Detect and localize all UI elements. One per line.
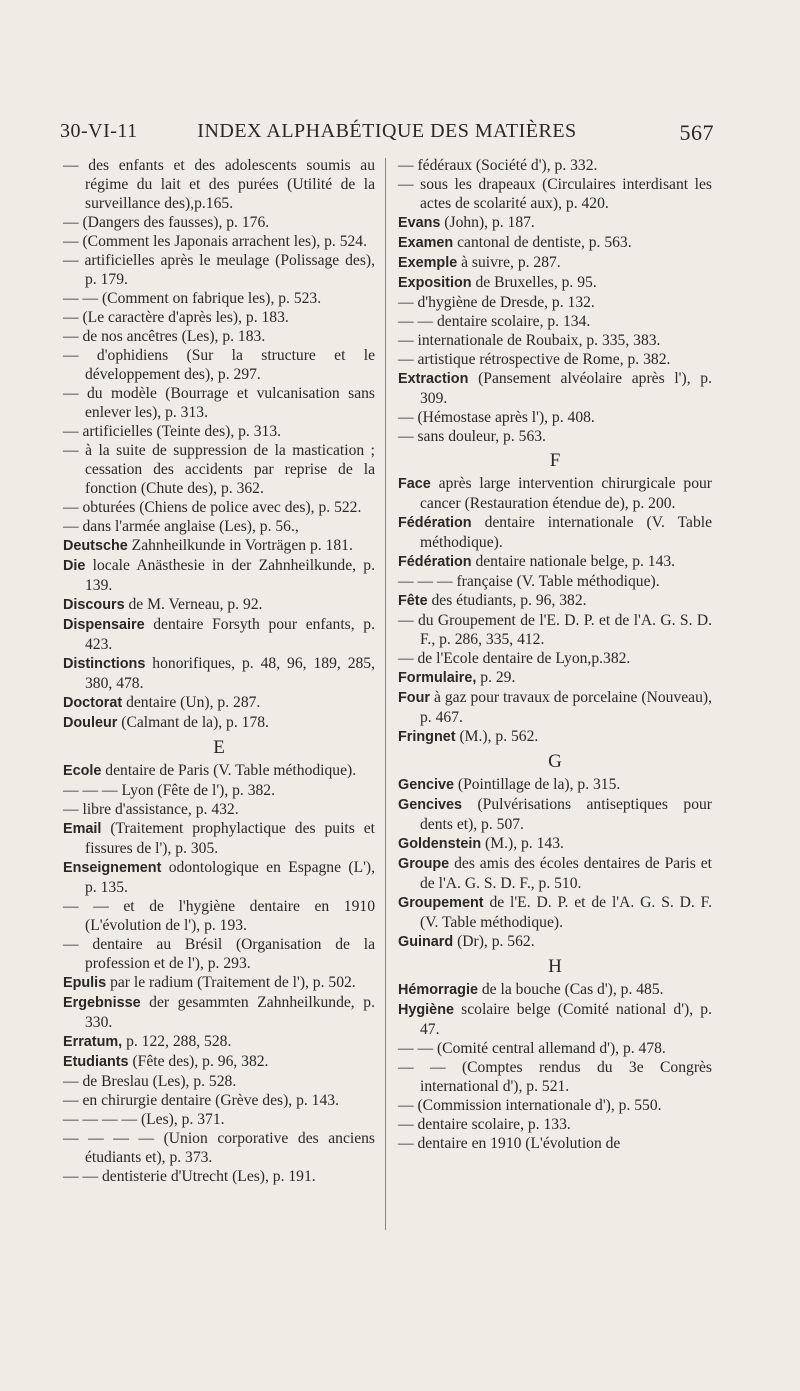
index-entry: [63, 858, 375, 897]
index-entry: [398, 611, 712, 649]
index-entry: [63, 1072, 375, 1091]
index-entry: [63, 384, 375, 422]
entry-text: — — — — (Union corporative des anciens étudiants et), p. 373.: [63, 1130, 375, 1166]
entry-text: honorifiques, p. 48, 96, 189, 285, 380, 478.: [85, 655, 375, 692]
index-entry: [398, 273, 712, 293]
index-entry: [398, 1134, 712, 1153]
entry-headword: Guinard: [398, 934, 454, 950]
entry-text: — (Comment les Japonais arrachent les), p. 524.: [63, 233, 368, 250]
index-entry: [398, 369, 712, 408]
index-entry: [398, 980, 712, 1000]
entry-headword: Fringnet: [398, 729, 456, 745]
page-header: [60, 120, 714, 150]
entry-text: après large intervention chirurgicale pour cancer (Restauration étendue de), p. 200.: [420, 475, 712, 512]
index-entry: [398, 253, 712, 273]
entry-headword: Epulis: [63, 975, 107, 991]
index-entry: [398, 834, 712, 854]
entry-text: Zahnheilkunde in Vorträgen p. 181.: [127, 537, 353, 554]
entry-text: der gesammten Zahnheilkunde, p. 330.: [85, 994, 375, 1031]
entry-text: de M. Verneau, p. 92.: [124, 596, 263, 613]
entry-text: — de l'Ecole dentaire de Lyon,p.382.: [398, 650, 631, 667]
index-entry: [398, 213, 712, 233]
entry-headword: Ergebnisse: [63, 995, 141, 1011]
index-entry: [398, 312, 712, 331]
index-entry: [63, 713, 375, 733]
entry-headword: Fédération: [398, 554, 472, 570]
entry-headword: Groupe: [398, 856, 450, 872]
index-entry: [63, 517, 375, 536]
entry-text: — dans l'armée anglaise (Les), p. 56.,: [63, 518, 299, 535]
entry-headword: Fédération: [398, 515, 472, 531]
entry-headword: Discours: [63, 597, 125, 613]
entry-text: de la bouche (Cas d'), p. 485.: [477, 981, 664, 998]
index-entry: [63, 251, 375, 289]
page-number: 567: [679, 120, 714, 145]
entry-text: dentaire Forsyth pour enfants, p. 423.: [85, 616, 375, 653]
index-entry: [63, 1052, 375, 1072]
index-entry: [398, 552, 712, 572]
entry-headword: Ecole: [63, 763, 102, 779]
index-entry: [63, 422, 375, 441]
entry-text: — (Dangers des fausses), p. 176.: [63, 214, 270, 231]
index-entry: [398, 331, 712, 350]
index-entry: [63, 800, 375, 819]
entry-headword: Doctorat: [63, 695, 123, 711]
index-entry: [398, 1000, 712, 1039]
entry-headword: Examen: [398, 235, 454, 251]
index-entry: [63, 1032, 375, 1052]
entry-headword: Erratum,: [63, 1034, 123, 1050]
entry-headword: Etudiants: [63, 1054, 129, 1070]
entry-text: (Traitement prophylactique des puits et fissures de l'), p. 305.: [85, 820, 375, 857]
index-entry: [398, 893, 712, 932]
entry-text: dentaire internationale (V. Table méthodique).: [420, 514, 712, 551]
index-entry: [398, 1039, 712, 1058]
entry-text: — en chirurgie dentaire (Grève des), p. 143.: [63, 1092, 339, 1109]
entry-headword: Four: [398, 690, 430, 706]
entry-text: — — — Lyon (Fête de l'), p. 382.: [63, 782, 276, 799]
index-entry: [63, 1091, 375, 1110]
entry-text: (Dr), p. 562.: [453, 933, 535, 950]
index-entry: [63, 819, 375, 858]
index-entry: [63, 232, 375, 251]
entry-headword: Face: [398, 476, 431, 492]
entry-text: — (Hémostase après l'), p. 408.: [398, 409, 595, 426]
entry-headword: Evans: [398, 215, 441, 231]
entry-text: — artificielles (Teinte des), p. 313.: [63, 423, 282, 440]
index-entry: [398, 688, 712, 727]
entry-text: — — — française (V. Table méthodique).: [398, 573, 660, 590]
entry-text: — du modèle (Bourrage et vulcanisation sans enlever les), p. 313.: [63, 385, 375, 421]
index-entry: [398, 572, 712, 591]
entry-headword: Hygiène: [398, 1002, 454, 1018]
section-letter: G: [548, 751, 562, 772]
index-entry: [63, 498, 375, 517]
entry-text: — de Breslau (Les), p. 528.: [63, 1073, 237, 1090]
index-entry: [63, 595, 375, 615]
entry-headword: Die: [63, 558, 86, 574]
entry-text: (Calmant de la), p. 178.: [117, 714, 269, 731]
index-entry: [398, 513, 712, 552]
index-entry: [398, 156, 712, 175]
entry-headword: Distinctions: [63, 656, 146, 672]
entry-text: — du Groupement de l'E. D. P. et de l'A. G. S. D. F., p. 286, 335, 412.: [398, 612, 712, 648]
section-letter: F: [549, 450, 561, 471]
index-entry: [63, 935, 375, 973]
index-entry: [398, 727, 712, 747]
entry-text: locale Anästhesie in der Zahnheilkunde, p. 139.: [85, 557, 375, 594]
entry-headword: Exemple: [398, 255, 458, 271]
entry-text: — internationale de Roubaix, p. 335, 383.: [398, 332, 661, 349]
index-entry: [63, 289, 375, 308]
entry-text: (M.), p. 562.: [455, 728, 539, 745]
index-entry: [398, 293, 712, 312]
index-entry: [63, 1110, 375, 1129]
entry-text: — (Commission internationale d'), p. 550.: [398, 1097, 662, 1114]
index-entry: [63, 1129, 375, 1167]
entry-text: — — (Comité central allemand d'), p. 478.: [398, 1040, 666, 1057]
index-entry: [398, 775, 712, 795]
index-entry: [63, 441, 375, 498]
entry-headword: Enseignement: [63, 860, 162, 876]
index-entry: [63, 761, 375, 781]
entry-headword: Email: [63, 821, 102, 837]
entry-text: — — — — (Les), p. 371.: [63, 1111, 225, 1128]
section-letter: E: [213, 737, 225, 758]
index-entry: [63, 346, 375, 384]
entry-text: — — dentaire scolaire, p. 134.: [398, 313, 591, 330]
index-entry: [63, 308, 375, 327]
entry-text: dentaire de Paris (V. Table méthodique).: [101, 762, 357, 779]
index-entry: [398, 795, 712, 834]
index-entry: [63, 615, 375, 654]
index-entry: [63, 973, 375, 993]
entry-text: — — (Comptes rendus du 3e Congrès international d'), p. 521.: [398, 1059, 712, 1095]
entry-text: — obturées (Chiens de police avec des), p. 522.: [63, 499, 362, 516]
entry-headword: Douleur: [63, 715, 118, 731]
entry-text: — dentaire au Brésil (Organisation de la profession et de l'), p. 293.: [63, 936, 375, 972]
entry-headword: Formulaire,: [398, 670, 477, 686]
entry-headword: Hémorragie: [398, 982, 478, 998]
entry-text: (Fête des), p. 96, 382.: [128, 1053, 269, 1070]
entry-text: — — (Comment on fabrique les), p. 523.: [63, 290, 322, 307]
right-column: [398, 156, 712, 1153]
entry-text: — d'ophidiens (Sur la structure et le développement des), p. 297.: [63, 347, 375, 383]
entry-headword: Fête: [398, 593, 428, 609]
entry-text: des amis des écoles dentaires de Paris et de l'A. G. S. D. F., p. 510.: [420, 855, 712, 892]
index-entry: [63, 693, 375, 713]
entry-text: scolaire belge (Comité national d'), p. 47.: [420, 1001, 712, 1038]
entry-text: p. 29.: [476, 669, 516, 686]
index-entry: [398, 427, 712, 446]
entry-text: — libre d'assistance, p. 432.: [63, 801, 239, 818]
index-entry: [398, 1058, 712, 1096]
entry-text: — (Le caractère d'après les), p. 183.: [63, 309, 289, 326]
entry-text: à suivre, p. 287.: [457, 254, 561, 271]
entry-headword: Exposition: [398, 275, 472, 291]
entry-text: (John), p. 187.: [440, 214, 535, 231]
left-column: [63, 156, 375, 1186]
entry-text: — artistique rétrospective de Rome, p. 382.: [398, 351, 671, 368]
entry-text: — des enfants et des adolescents soumis au régime du lait et des purées (Utilité de la surveillance des),p.165.: [63, 157, 375, 212]
index-entry: [398, 474, 712, 513]
entry-text: p. 122, 288, 528.: [122, 1033, 232, 1050]
entry-headword: Goldenstein: [398, 836, 482, 852]
index-entry: [398, 408, 712, 427]
header-date: 30-VI-11: [60, 120, 138, 142]
entry-headword: Deutsche: [63, 538, 128, 554]
index-entry: [63, 536, 375, 556]
index-entry: [398, 233, 712, 253]
entry-text: (Pointillage de la), p. 315.: [454, 776, 621, 793]
entry-text: (M.), p. 143.: [481, 835, 564, 852]
index-entry: [63, 1167, 375, 1186]
entry-text: — fédéraux (Société d'), p. 332.: [398, 157, 598, 174]
column-divider: [385, 158, 386, 1230]
entry-text: — de nos ancêtres (Les), p. 183.: [63, 328, 266, 345]
entry-text: — à la suite de suppression de la mastication ; cessation des accidents par reprise de la fonction (Chute des), p. 362.: [63, 442, 375, 497]
index-entry: [398, 932, 712, 952]
section-letter: H: [548, 956, 562, 977]
entry-text: cantonal de dentiste, p. 563.: [453, 234, 632, 251]
entry-headword: Dispensaire: [63, 617, 145, 633]
index-entry: [398, 668, 712, 688]
index-entry: [398, 591, 712, 611]
index-entry: [63, 897, 375, 935]
index-entry: [63, 781, 375, 800]
index-entry: [398, 175, 712, 213]
entry-text: — artificielles après le meulage (Polissage des), p. 179.: [63, 252, 375, 288]
index-entry: [398, 854, 712, 893]
index-entry: [398, 649, 712, 668]
entry-headword: Gencive: [398, 777, 454, 793]
index-entry: [63, 213, 375, 232]
entry-text: — dentaire scolaire, p. 133.: [398, 1116, 571, 1133]
entry-text: — — et de l'hygiène dentaire en 1910 (L'évolution de l'), p. 193.: [63, 898, 375, 934]
index-entry: [63, 556, 375, 595]
entry-text: par le radium (Traitement de l'), p. 502.: [106, 974, 356, 991]
index-entry: [63, 993, 375, 1032]
entry-headword: Extraction: [398, 371, 469, 387]
entry-text: dentaire (Un), p. 287.: [122, 694, 261, 711]
entry-text: — d'hygiène de Dresde, p. 132.: [398, 294, 595, 311]
entry-headword: Groupement: [398, 895, 484, 911]
index-entry: [398, 1096, 712, 1115]
entry-text: (Pulvérisations antiseptiques pour dents et), p. 507.: [420, 796, 712, 833]
entry-headword: Gencives: [398, 797, 462, 813]
entry-text: dentaire nationale belge, p. 143.: [471, 553, 676, 570]
index-entry: [398, 350, 712, 369]
entry-text: odontologique en Espagne (L'), p. 135.: [85, 859, 375, 896]
entry-text: (Pansement alvéolaire après l'), p. 309.: [420, 370, 712, 407]
index-entry: [63, 327, 375, 346]
index-entry: [63, 156, 375, 213]
entry-text: — dentaire en 1910 (L'évolution de: [398, 1135, 621, 1152]
entry-text: de l'E. D. P. et de l'A. G. S. D. F. (V. Table méthodique).: [420, 894, 712, 931]
entry-text: de Bruxelles, p. 95.: [471, 274, 597, 291]
index-entry: [398, 1115, 712, 1134]
entry-text: — sous les drapeaux (Circulaires interdisant les actes de scolarité aux), p. 420.: [398, 176, 712, 212]
entry-text: — — dentisterie d'Utrecht (Les), p. 191.: [63, 1168, 316, 1185]
header-title: INDEX ALPHABÉTIQUE DES MATIÈRES: [197, 120, 577, 142]
entry-text: des étudiants, p. 96, 382.: [427, 592, 587, 609]
entry-text: à gaz pour travaux de porcelaine (Nouveau), p. 467.: [420, 689, 712, 726]
entry-text: — sans douleur, p. 563.: [398, 428, 546, 445]
index-entry: [63, 654, 375, 693]
